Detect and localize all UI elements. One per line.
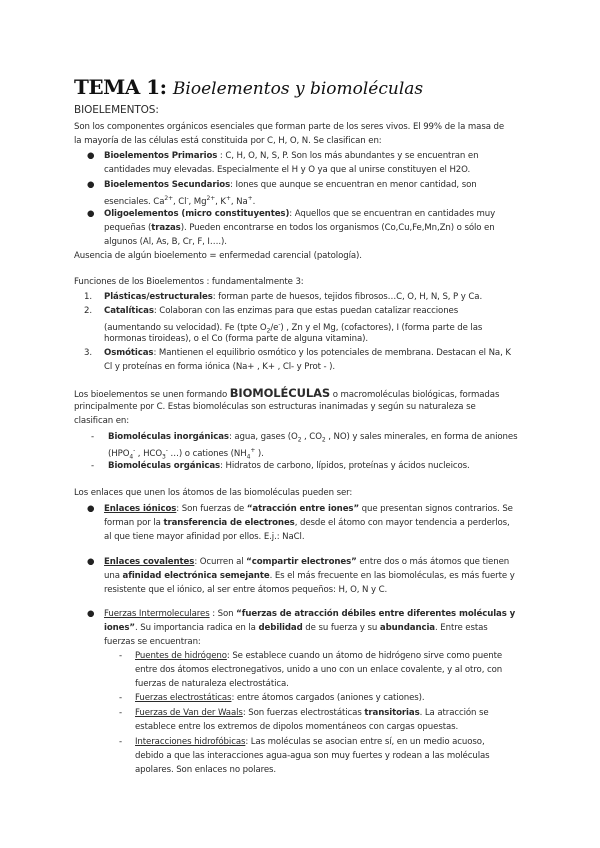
- bullet-marker: ●: [87, 557, 95, 567]
- enlace-covalente: Enlaces covalentes: Ocurren al “compartir electrones” entre dos o más átomos que tienen: [104, 557, 510, 567]
- list-item-secundarios-cont: esenciales. $Ca^{2+}$, Cl-, $Mg^{2+}$, K+, Na+.: [104, 195, 256, 207]
- dash-marker: -: [119, 708, 123, 718]
- dash-marker: -: [91, 461, 95, 471]
- list-item-oligo-cont2: algunos (Al, As, B, Cr, F, I….).: [104, 237, 227, 247]
- funcion-item-cataliticas: Catalíticas: Colaboran con las enzimas para que estas puedan catalizar reacciones: [104, 306, 459, 316]
- list-item-primarios-cont: cantidades muy elevadas. Especialmente el H y O ya que al unirse constituyen el H2O.: [104, 165, 471, 175]
- intro-line-1: Son los componentes orgánicos esenciales que forman parte de los seres vivos. El 99% de la masa de: [74, 122, 505, 132]
- section-heading-bioelementos: BIOELEMENTOS:: [74, 104, 159, 116]
- item-inorganicas: Biomoléculas inorgánicas: agua, gases ($O_2$ , $CO_2$ , NO) y sales minerales, en forma de aniones: [108, 432, 518, 444]
- enlace-ionico-cont: forman por la transferencia de electrones, desde el átomo con mayor tendencia a perderlos,: [104, 518, 510, 528]
- dash-marker: -: [119, 737, 123, 747]
- enlace-ionico: Enlaces iónicos: Son fuerzas de “atracción entre iones” que presentan signos contrarios. Se: [104, 504, 513, 514]
- dash-marker: -: [119, 651, 123, 661]
- bullet-marker: ●: [87, 180, 95, 190]
- biomoleculas-paragraph-1: Los bioelementos se unen formando BIOMOLÉCULAS o macromoléculas biológicas, formadas: [74, 386, 500, 400]
- list-number: 3.: [84, 348, 92, 358]
- list-item-secundarios: Bioelementos Secundarios: Iones que aunque se encuentran en menor cantidad, son: [104, 180, 477, 190]
- dash-marker: -: [91, 432, 95, 442]
- sub-item-puentes: Puentes de hidrógeno: Se establece cuando un átomo de hidrógeno sirve como puente: [135, 651, 503, 661]
- bullet-marker: ●: [87, 504, 95, 514]
- list-item-oligo: Oligoelementos (micro constituyentes): Aquellos que se encuentran en cantidades muy: [104, 209, 496, 219]
- funcion-item-osmoticas-cont: Cl y proteínas en forma iónica (Na+ , K+ , Cl- y Prot - ).: [104, 362, 336, 372]
- enlace-ionico-cont2: al que tiene mayor afinidad por ellos. E.j.: NaCl.: [104, 532, 305, 542]
- funcion-item-osmoticas: Osmóticas: Mantienen el equilibrio osmótico y los potenciales de membrana. Destacan el Na, K: [104, 348, 511, 358]
- biomoleculas-paragraph-2: principalmente por C. Estas biomoléculas son estructuras inanimadas y según su naturaleza se: [74, 402, 476, 412]
- list-number: 1.: [84, 292, 92, 302]
- item-inorganicas-cont: ($HPO_4^-$ , $HCO_3^-$ …) o cationes ($NH_4^+$ ).: [108, 447, 264, 461]
- sub-item-hidrofobicas: Interacciones hidrofóbicas: Las moléculas se asocian entre sí, en un medio acuoso,: [135, 737, 485, 747]
- ausencia-line: Ausencia de algún bioelemento = enfermedad carencial (patología).: [74, 251, 362, 261]
- list-item-primarios: Bioelementos Primarios : C, H, O, N, S, P. Son los más abundantes y se encuentran en: [104, 151, 479, 161]
- bullet-marker: ●: [87, 609, 95, 619]
- funcion-item-plasticas: Plásticas/estructurales: forman parte de huesos, tejidos fibrosos…C, O, H, N, S, P y Ca.: [104, 292, 483, 302]
- sub-item-hidrofobicas-cont2: apolares. Son enlaces no polares.: [135, 765, 277, 775]
- funcion-item-cataliticas-cont: (aumentando su velocidad). Fe (tpte $O_2/e^-$) , Zn y el Mg, (cofactores), I (forma parte de las: [104, 321, 483, 335]
- enlace-covalente-cont: una afinidad electrónica semejante. Es el más frecuente en las biomoléculas, es más fuerte y: [104, 571, 515, 581]
- list-number: 2.: [84, 306, 92, 316]
- sub-item-puentes-cont: entre dos átomos electronegativos, unido a uno con un enlace covalente, y al otro, con: [135, 665, 503, 675]
- intro-line-2: la mayoría de las células está constituida por C, H, O, N. Se clasifican en:: [74, 136, 382, 146]
- sub-item-vdw-cont: establece entre los extremos de dipolos momentáneos con cargas opuestas.: [135, 722, 459, 732]
- enlace-covalente-cont2: resistente que el iónico, al ser entre átomos pequeños: H, O, N y C.: [104, 585, 388, 595]
- sub-item-vdw: Fuerzas de Van der Waals: Son fuerzas electrostáticas transitorias. La atracción se: [135, 708, 489, 718]
- bullet-marker: ●: [87, 151, 95, 161]
- sub-item-hidrofobicas-cont: debido a que las interacciones agua-agua son muy fuertes y rodean a las moléculas: [135, 751, 490, 761]
- sub-item-electrostaticas: Fuerzas electrostáticas: entre átomos cargados (aniones y cationes).: [135, 693, 425, 703]
- fuerzas-intermoleculares: Fuerzas Intermoleculares : Son “fuerzas de atracción débiles entre diferentes moléculas y: [104, 609, 516, 619]
- bullet-marker: ●: [87, 209, 95, 219]
- dash-marker: -: [119, 693, 123, 703]
- biomoleculas-paragraph-3: clasifican en:: [74, 416, 130, 426]
- list-item-oligo-cont: pequeñas (trazas). Pueden encontrarse en todos los organismos (Co,Cu,Fe,Mn,Zn) o sólo en: [104, 223, 495, 233]
- page-title: TEMA 1: Bioelementos y biomoléculas: [74, 75, 424, 99]
- fuerzas-intermoleculares-cont2: fuerzas se encuentran:: [104, 637, 201, 647]
- funcion-item-cataliticas-cont2: hormonas tiroideas), o el Co (forma parte de alguna vitamina).: [104, 334, 369, 344]
- enlaces-intro: Los enlaces que unen los átomos de las biomoléculas pueden ser:: [74, 488, 353, 498]
- funciones-heading: Funciones de los Bioelementos : fundamentalmente 3:: [74, 277, 304, 287]
- fuerzas-intermoleculares-cont: iones”. Su importancia radica en la debilidad de su fuerza y su abundancia. Entre estas: [104, 623, 488, 633]
- item-organicas: Biomoléculas orgánicas: Hidratos de carbono, lípidos, proteínas y ácidos nucleicos.: [108, 461, 470, 471]
- sub-item-puentes-cont2: fuerzas de naturaleza electrostática.: [135, 679, 289, 689]
